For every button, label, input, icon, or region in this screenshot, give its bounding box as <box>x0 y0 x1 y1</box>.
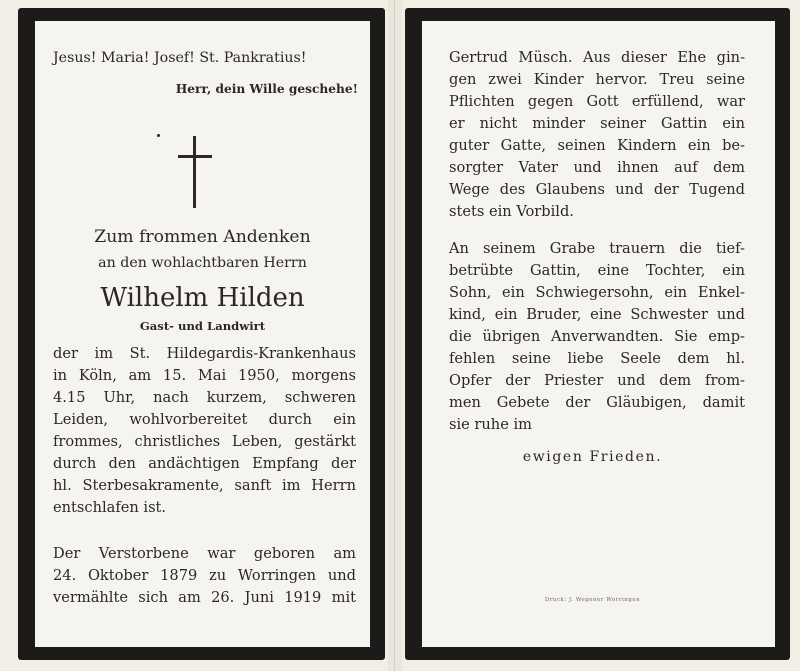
text-line: entschlafen ist. <box>53 499 167 516</box>
text-line: Der Verstorbene war geboren am <box>53 545 356 562</box>
text-line: stets ein Vorbild. <box>449 203 574 220</box>
text-line: Wege des Glaubens und der Tugend <box>449 181 745 198</box>
text-line: er nicht minder seiner Gattin ein <box>449 115 745 132</box>
left-page <box>35 21 370 647</box>
biography-paragraph-1 <box>53 343 356 519</box>
text-line: An seinem Grabe trauern die tief- <box>449 240 745 257</box>
ornament-dot <box>157 134 160 137</box>
right-page <box>422 21 775 647</box>
card-fold <box>388 0 402 671</box>
text-line: 24. Oktober 1879 zu Worringen und <box>53 567 356 584</box>
text-line: guter Gatte, seinen Kindern ein be- <box>449 137 745 154</box>
text-line: in Köln, am 15. Mai 1950, morgens <box>53 367 356 384</box>
heading-line-2: an den wohlachtbaren Herrn <box>98 255 307 271</box>
text-line: sorgter Vater und ihnen auf dem <box>449 159 745 176</box>
right-page-border <box>405 8 790 660</box>
text-line: vermählte sich am 26. Juni 1919 mit <box>53 589 356 606</box>
closing-line: ewigen Frieden. <box>522 449 663 465</box>
text-line: fehlen seine liebe Seele dem hl. <box>449 350 745 367</box>
text-line: Gertrud Müsch. Aus dieser Ehe gin- <box>449 49 745 66</box>
text-line: durch den andächtigen Empfang der <box>53 455 356 472</box>
text-line: die übrigen Anverwandten. Sie emp- <box>449 328 745 345</box>
text-line: sie ruhe im <box>449 416 532 433</box>
text-line: frommes, christliches Leben, gestärkt <box>53 433 356 450</box>
text-line: Sohn, ein Schwiegersohn, ein Enkel- <box>449 284 745 301</box>
text-line: der im St. Hildegardis-Krankenhaus <box>53 345 356 362</box>
deceased-occupation: Gast- und Landwirt <box>139 319 266 333</box>
biography-paragraph-2 <box>53 543 356 609</box>
text-line: Leiden, wohlvorbereitet durch ein <box>53 411 356 428</box>
text-line: 4.15 Uhr, nach kurzem, schweren <box>53 389 356 406</box>
text-line: Pflichten gegen Gott erfüllend, war <box>449 93 745 110</box>
biography-paragraph-3 <box>449 47 745 223</box>
text-line: Opfer der Priester und dem from- <box>449 372 745 389</box>
deceased-name: Wilhelm Hilden <box>100 283 305 313</box>
text-line: hl. Sterbesakramente, sanft im Herrn <box>53 477 356 494</box>
invocation-line: Jesus! Maria! Josef! St. Pankratius! <box>53 50 307 66</box>
text-line: men Gebete der Gläubigen, damit <box>449 394 745 411</box>
prayer-line: Herr, dein Wille geschehe! <box>175 82 358 96</box>
heading-line-1: Zum frommen Andenken <box>94 227 311 247</box>
printer-imprint: Druck: J. Wegener Worringen <box>544 597 641 603</box>
text-line: kind, ein Bruder, eine Schwester und <box>449 306 745 323</box>
text-line: gen zwei Kinder hervor. Treu seine <box>449 71 745 88</box>
text-line: betrübte Gattin, eine Tochter, ein <box>449 262 745 279</box>
left-page-border <box>18 8 385 660</box>
survivors-paragraph <box>449 238 745 436</box>
